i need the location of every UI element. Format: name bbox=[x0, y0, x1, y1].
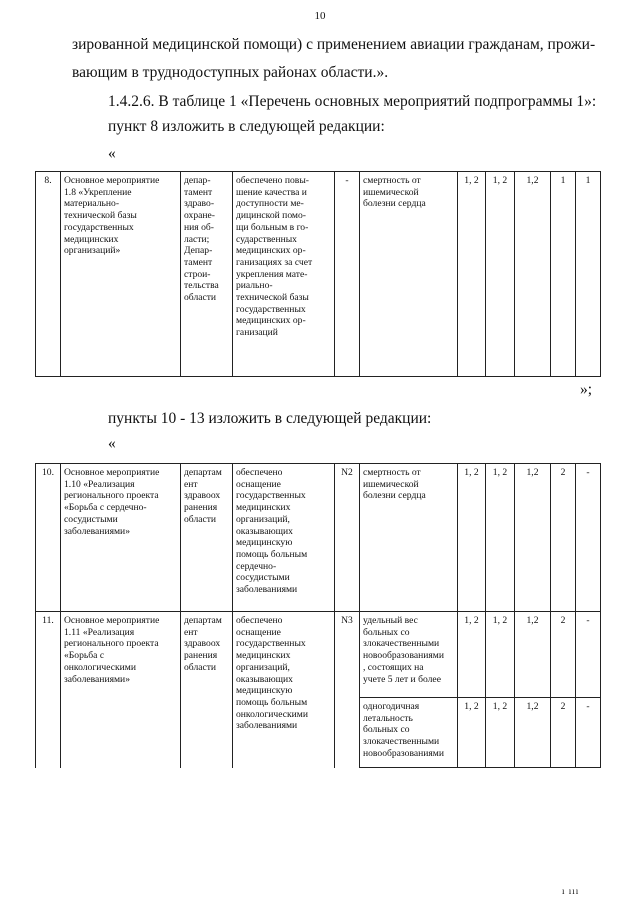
page-number: 10 bbox=[314, 10, 326, 22]
value-1: 1, 2 bbox=[458, 172, 486, 377]
paragraph-line-3: 1.4.2.6. В таблице 1 «Перечень основных мероприятий подпрограммы 1»: bbox=[108, 93, 597, 110]
indicator: удельный вес больных со злокачественными новообразованиями , состоящих на учете 5 лет и более bbox=[360, 612, 458, 698]
value-2: 1, 2 bbox=[486, 698, 515, 768]
close-quote: »; bbox=[580, 381, 593, 398]
footer-mark: ı ııı bbox=[562, 886, 580, 896]
value-1: 1, 2 bbox=[458, 464, 486, 612]
value-5: - bbox=[576, 698, 601, 768]
indicator: одногодичная летальность больных со злокачественными новообразованиями bbox=[360, 698, 458, 768]
project-link: N2 bbox=[335, 464, 360, 612]
value-3: 1,2 bbox=[515, 172, 551, 377]
executor: департам ент здравоох ранения области bbox=[181, 464, 233, 612]
table-row bbox=[36, 612, 601, 698]
executor: департам ент здравоох ранения области bbox=[181, 612, 233, 768]
row-number: 8. bbox=[36, 172, 61, 377]
event-name: Основное мероприятие 1.10 «Реализация регионального проекта «Борьба с сердечно- сосудистыми заболеваниями» bbox=[61, 464, 181, 612]
value-4: 2 bbox=[551, 464, 576, 612]
second-intro: пункты 10 - 13 изложить в следующей редакции: bbox=[108, 410, 432, 427]
value-2: 1, 2 bbox=[486, 612, 515, 698]
value-2: 1, 2 bbox=[486, 172, 515, 377]
paragraph-line-4: пункт 8 изложить в следующей редакции: bbox=[108, 118, 385, 135]
value-4: 2 bbox=[551, 612, 576, 698]
project-link: - bbox=[335, 172, 360, 377]
value-1: 1, 2 bbox=[458, 612, 486, 698]
value-3: 1,2 bbox=[515, 698, 551, 768]
paragraph-line-2: вающим в труднодоступных районах области.». bbox=[72, 64, 389, 81]
project-link: N3 bbox=[335, 612, 360, 768]
value-5: 1 bbox=[576, 172, 601, 377]
row-number: 11. bbox=[36, 612, 61, 768]
open-quote-2: « bbox=[108, 435, 116, 452]
expected-result: обеспечено оснащение государственных медицинских организаций, оказывающих медицинскую помощь больным сердечно- сосудистыми заболеваниями bbox=[233, 464, 335, 612]
event-name: Основное мероприятие 1.8 «Укрепление материально- технической базы государственных медицинских организаций» bbox=[61, 172, 181, 377]
table-row bbox=[36, 464, 601, 612]
table-point-8 bbox=[35, 171, 601, 377]
value-3: 1,2 bbox=[515, 612, 551, 698]
paragraph-line-1: зированной медицинской помощи) с применением авиации гражданам, прожи- bbox=[72, 36, 596, 53]
value-5: - bbox=[576, 464, 601, 612]
open-quote-1: « bbox=[108, 145, 116, 162]
value-2: 1, 2 bbox=[486, 464, 515, 612]
value-1: 1, 2 bbox=[458, 698, 486, 768]
indicator: смертность от ишемической болезни сердца bbox=[360, 172, 458, 377]
executor: депар- тамент здраво- охране- ния об- ласти; Депар- тамент строи- тельства области bbox=[181, 172, 233, 377]
value-4: 2 bbox=[551, 698, 576, 768]
table-points-10-13 bbox=[35, 463, 601, 768]
table-row bbox=[36, 172, 601, 377]
expected-result: обеспечено оснащение государственных медицинских организаций, оказывающих медицинскую помощь больным онкологическими заболеваниями bbox=[233, 612, 335, 768]
value-5: - bbox=[576, 612, 601, 698]
value-3: 1,2 bbox=[515, 464, 551, 612]
row-number: 10. bbox=[36, 464, 61, 612]
event-name: Основное мероприятие 1.11 «Реализация регионального проекта «Борьба с онкологическими заболеваниями» bbox=[61, 612, 181, 768]
expected-result: обеспечено повы- шение качества и доступности ме- дицинской помо- щи больным в го- сударственных медицинских ор- ганизациях за счет укрепления мате- риально- технической базы государственных медицинских ор- ганизаций bbox=[233, 172, 335, 377]
value-4: 1 bbox=[551, 172, 576, 377]
indicator: смертность от ишемической болезни сердца bbox=[360, 464, 458, 612]
